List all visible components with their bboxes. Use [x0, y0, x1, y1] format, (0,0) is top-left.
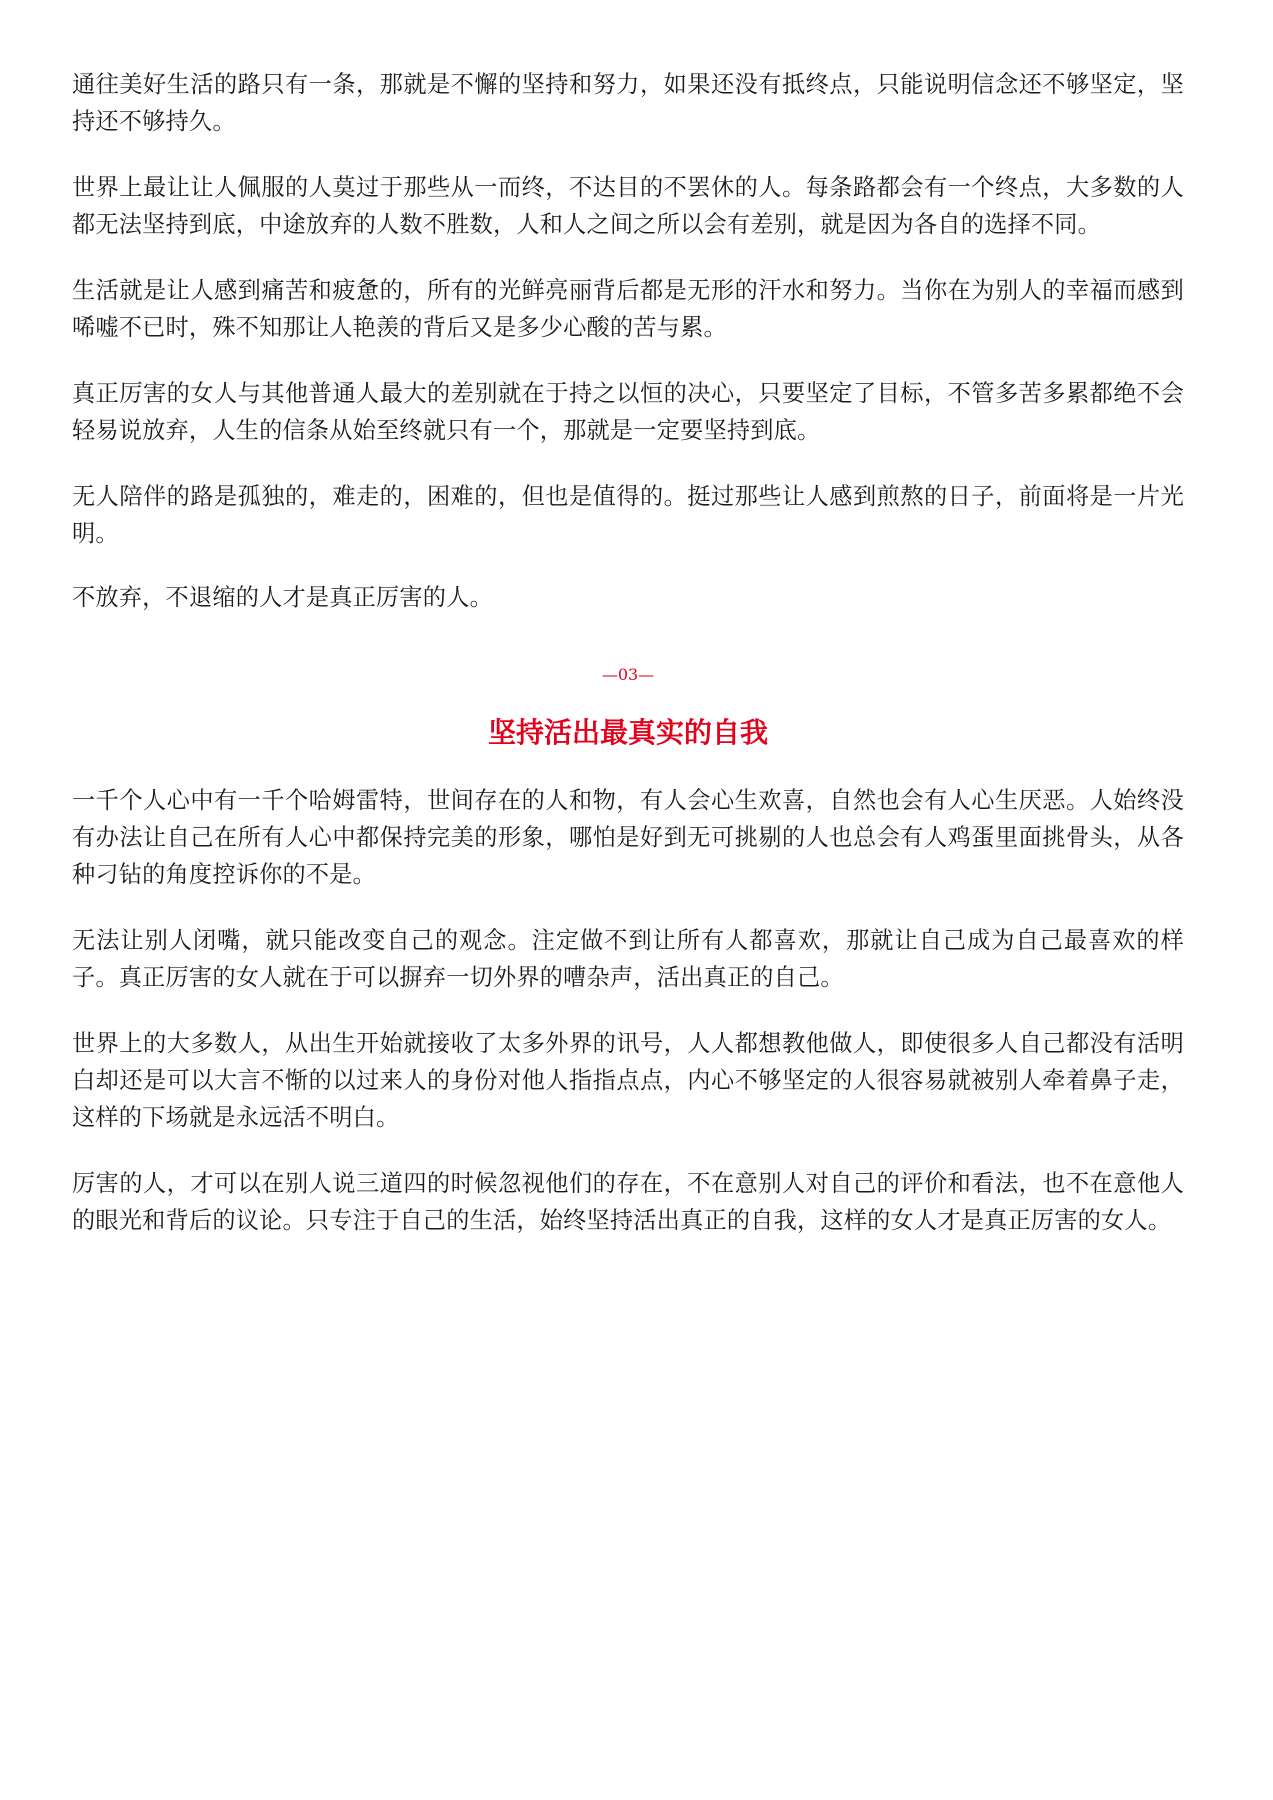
- section-number: —03—: [601, 665, 655, 684]
- paragraph-1: 通往美好生活的路只有一条，那就是不懈的坚持和努力，如果还没有抵终点，只能说明信念还不够坚定，坚持还不够持久。: [72, 71, 1184, 135]
- paragraph-5: 无人陪伴的路是孤独的，难走的，困难的，但也是值得的。挺过那些让人感到煎熬的日子，前面将是一片光明。: [72, 483, 1184, 547]
- paragraph-4: 真正厉害的女人与其他普通人最大的差别就在于持之以恒的决心，只要坚定了目标，不管多苦多累都绝不会轻易说放弃，人生的信条从始至终就只有一个，那就是一定要坚持到底。: [72, 380, 1184, 444]
- paragraph-10: 厉害的人，才可以在别人说三道四的时候忽视他们的存在，不在意别人对自己的评价和看法，也不在意他人的眼光和背后的议论。只专注于自己的生活，始终坚持活出真正的自我，这样的女人才是真正厉害的女人。: [72, 1170, 1184, 1234]
- section-title: 坚持活出最真实的自我: [487, 716, 768, 749]
- paragraph-3: 生活就是让人感到痛苦和疲惫的，所有的光鲜亮丽背后都是无形的汗水和努力。当你在为别人的幸福而感到唏嘘不已时，殊不知那让人艳羡的背后又是多少心酸的苦与累。: [72, 277, 1184, 341]
- paragraph-8: 无法让别人闭嘴，就只能改变自己的观念。注定做不到让所有人都喜欢，那就让自己成为自己最喜欢的样子。真正厉害的女人就在于可以摒弃一切外界的嘈杂声，活出真正的自己。: [72, 927, 1184, 991]
- article: [72, 66, 1184, 1239]
- paragraph-7: 一千个人心中有一千个哈姆雷特，世间存在的人和物，有人会心生欢喜，自然也会有人心生厌恶。人始终没有办法让自己在所有人心中都保持完美的形象，哪怕是好到无可挑剔的人也总会有人鸡蛋里面挑骨头，从各种刁钻的角度控诉你的不是。: [72, 787, 1184, 888]
- paragraph-2: 世界上最让让人佩服的人莫过于那些从一而终，不达目的不罢休的人。每条路都会有一个终点，大多数的人都无法坚持到底，中途放弃的人数不胜数，人和人之间之所以会有差别，就是因为各自的选择不同。: [72, 174, 1184, 238]
- paragraph-6: 不放弃，不退缩的人才是真正厉害的人。: [72, 584, 493, 611]
- paragraph-9: 世界上的大多数人，从出生开始就接收了太多外界的讯号，人人都想教他做人，即使很多人自己都没有活明白却还是可以大言不惭的以过来人的身份对他人指指点点，内心不够坚定的人很容易就被别人牵着鼻子走，这样的下场就是永远活不明白。: [72, 1030, 1184, 1131]
